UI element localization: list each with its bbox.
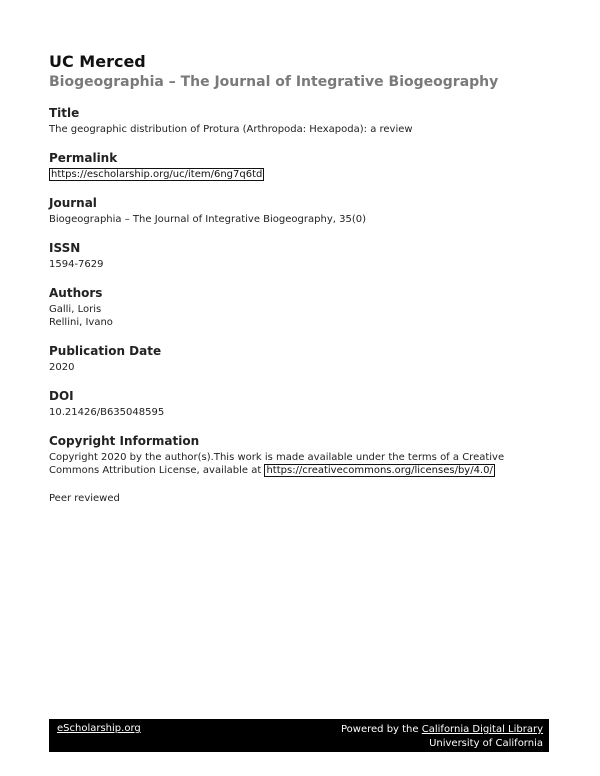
authors-section bbox=[49, 286, 549, 329]
permalink-section bbox=[49, 151, 549, 181]
authors-list bbox=[49, 303, 549, 329]
permalink-link[interactable]: https://escholarship.org/uc/item/6ng7q6td bbox=[51, 169, 263, 180]
author-name: Rellini, Ivano bbox=[49, 317, 113, 328]
pubdate-value: 2020 bbox=[49, 362, 75, 373]
footer-credits bbox=[341, 723, 543, 751]
issn-label: ISSN bbox=[49, 241, 81, 255]
escholarship-link[interactable]: eScholarship.org bbox=[57, 723, 141, 734]
document-page bbox=[49, 52, 549, 505]
copyright-line-2 bbox=[49, 464, 549, 477]
cdl-link[interactable]: California Digital Library bbox=[421, 724, 543, 735]
uc-name: University of California bbox=[429, 738, 543, 749]
doi-section bbox=[49, 389, 549, 419]
journal-title: Biogeographia – The Journal of Integrative Biogeography bbox=[49, 74, 499, 90]
doi-value: 10.21426/B635048595 bbox=[49, 407, 165, 418]
license-link[interactable]: https://creativecommons.org/licenses/by/4.0/ bbox=[266, 465, 493, 476]
copyright-section bbox=[49, 434, 549, 477]
pubdate-label: Publication Date bbox=[49, 344, 162, 358]
journal-label: Journal bbox=[49, 196, 97, 210]
copyright-text bbox=[49, 451, 549, 477]
permalink-label: Permalink bbox=[49, 151, 118, 165]
peer-reviewed-note: Peer reviewed bbox=[49, 493, 120, 504]
institution-name: UC Merced bbox=[49, 52, 146, 71]
title-value: The geographic distribution of Protura (Arthropoda: Hexapoda): a review bbox=[49, 124, 413, 135]
title-label: Title bbox=[49, 106, 80, 120]
footer-bar bbox=[49, 719, 549, 752]
issn-section bbox=[49, 241, 549, 271]
doi-label: DOI bbox=[49, 389, 74, 403]
copyright-label: Copyright Information bbox=[49, 434, 200, 448]
author-name: Galli, Loris bbox=[49, 304, 102, 315]
title-section bbox=[49, 106, 549, 136]
journal-value: Biogeographia – The Journal of Integrative Biogeography, 35(0) bbox=[49, 214, 366, 225]
journal-section bbox=[49, 196, 549, 226]
powered-by-text: Powered by the bbox=[341, 724, 419, 735]
copyright-line-1: Copyright 2020 by the author(s).This work is made available under the terms of a Creative bbox=[49, 452, 505, 463]
powered-by-line bbox=[341, 723, 543, 737]
pubdate-section bbox=[49, 344, 549, 374]
issn-value: 1594-7629 bbox=[49, 259, 104, 270]
authors-label: Authors bbox=[49, 286, 103, 300]
copyright-line-2-text: Commons Attribution License, available at bbox=[49, 465, 262, 476]
